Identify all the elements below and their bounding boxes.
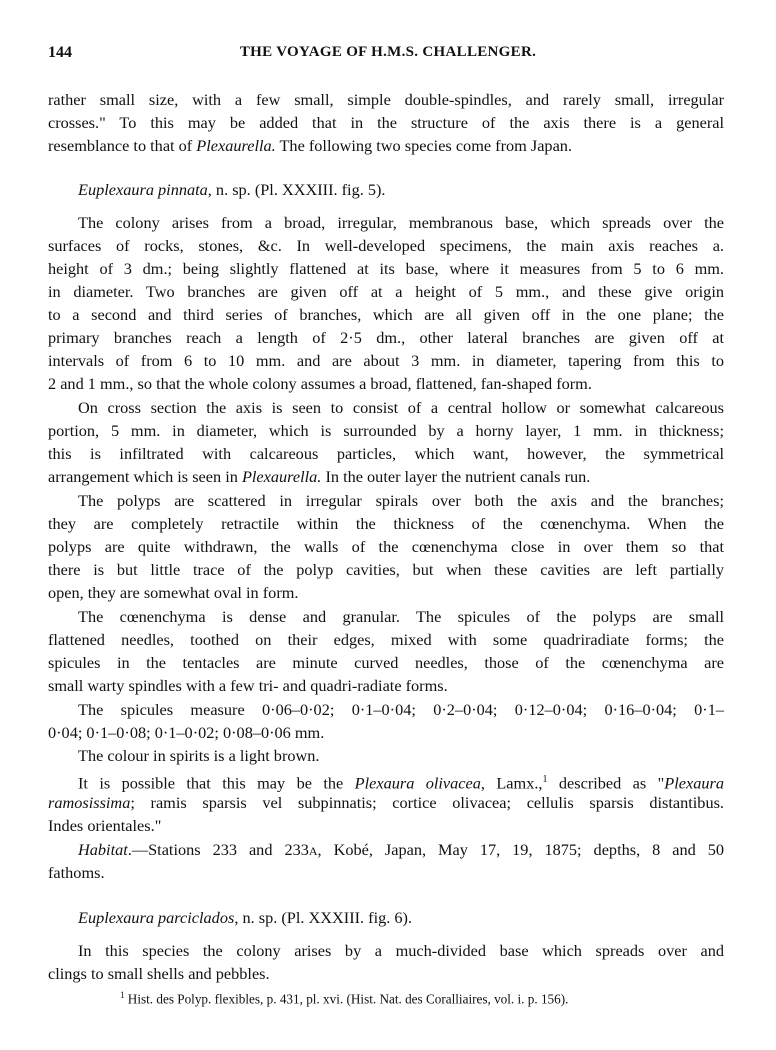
- text-segment: It is possible that this may be the: [78, 773, 355, 793]
- text-line: [48, 136, 724, 156]
- text-line: [48, 444, 724, 464]
- text-segment: , n. sp. (Pl. XXXIII. fig. 5).: [207, 180, 386, 199]
- text-segment: open, they are somewhat oval in form.: [48, 583, 299, 602]
- text-line: [48, 630, 724, 650]
- text-segment: small warty spindles with a few tri- and quadri-radiate forms.: [48, 676, 448, 695]
- text-line: [78, 840, 724, 861]
- text-segment: in diameter. Two branches are given off at a height of 5 mm., and these give origin: [48, 282, 724, 301]
- text-segment: , Lamx.,: [480, 773, 543, 793]
- text-segment: The colony arises from a broad, irregular, membranous base, which spreads over the: [78, 213, 724, 232]
- text-segment: intervals of from 6 to 10 mm. and are about 3 mm. in diameter, tapering from this to: [48, 351, 724, 370]
- text-segment: Indes orientales.": [48, 816, 162, 835]
- text-segment: ; ramis sparsis vel subpinnatis; cortice olivacea; cellulis sparsis distantibus.: [130, 793, 724, 812]
- text-line: [48, 816, 724, 836]
- footnote-marker: 1: [120, 990, 125, 1000]
- text-segment: A: [308, 844, 318, 858]
- species-heading: [78, 180, 386, 200]
- text-line: [48, 676, 724, 696]
- text-segment: they are completely retractile within the thickness of the cœnenchyma. When the: [48, 514, 724, 533]
- text-segment: The spicules measure 0·06–0·02; 0·1–0·04; 0·2–0·04; 0·12–0·04; 0·16–0·04; 0·1–: [78, 700, 724, 719]
- text-segment: clings to small shells and pebbles.: [48, 964, 270, 983]
- text-line: [48, 467, 724, 487]
- text-segment: The polyps are scattered in irregular spirals over both the axis and the branches;: [78, 491, 724, 510]
- text-line: [48, 374, 724, 394]
- italic-text: Euplexaura parciclados: [78, 908, 235, 927]
- text-segment: The following two species come from Japan.: [275, 136, 573, 155]
- text-line: [48, 964, 724, 984]
- text-segment: The colour in spirits is a light brown.: [78, 746, 320, 765]
- text-line: [48, 113, 724, 133]
- text-line: [48, 583, 724, 603]
- text-line: [48, 90, 724, 110]
- italic-text: Plexaura: [664, 773, 724, 793]
- text-segment: On cross section the axis is seen to consist of a central hollow or somewhat calcareous: [78, 398, 724, 417]
- running-title: THE VOYAGE OF H.M.S. CHALLENGER.: [239, 44, 537, 60]
- text-line: [78, 491, 724, 511]
- footnote-text: Hist. des Polyp. flexibles, p. 431, pl. xvi. (Hist. Nat. des Coralliaires, vol. i. p. 156).: [124, 991, 569, 1007]
- text-line: [48, 259, 724, 279]
- text-line: [78, 746, 724, 766]
- text-line: [78, 700, 724, 720]
- text-line: [48, 723, 724, 743]
- text-segment: flattened needles, toothed on their edges, mixed with some quadriradiate forms; the: [48, 630, 724, 649]
- italic-text: Euplexaura pinnata: [78, 180, 208, 199]
- text-line: [78, 398, 724, 418]
- text-line: [78, 607, 724, 627]
- text-segment: this is infiltrated with calcareous particles, which want, however, the symmetrical: [48, 444, 724, 463]
- text-segment: to a second and third series of branches, which are all given off in the one plane; the: [48, 305, 724, 324]
- text-segment: primary branches reach a length of 2·5 dm., other lateral branches are given off at: [48, 328, 724, 347]
- text-segment: there is but little trace of the polyp cavities, but when these cavities are left partially: [48, 560, 724, 579]
- footnote: [120, 990, 568, 1007]
- text-segment: In this species the colony arises by a much-divided base which spreads over and: [78, 941, 724, 960]
- italic-text: Habitat: [78, 840, 128, 859]
- text-line: [48, 537, 724, 557]
- text-line: [78, 941, 724, 961]
- text-segment: 0·04; 0·1–0·08; 0·1–0·02; 0·08–0·06 mm.: [48, 723, 325, 742]
- text-line: [48, 236, 724, 256]
- text-segment: .—Stations 233 and 233: [127, 840, 309, 859]
- text-segment: In the outer layer the nutrient canals run.: [321, 467, 591, 486]
- text-line: [48, 305, 724, 325]
- text-segment: spicules in the tentacles are minute curved needles, those of the cœnenchyma are: [48, 653, 724, 672]
- text-segment: polyps are quite withdrawn, the walls of the cœnenchyma close in over them so that: [48, 537, 724, 556]
- text-segment: , n. sp. (Pl. XXXIII. fig. 6).: [234, 908, 413, 927]
- footnote-ref: 1: [542, 774, 548, 785]
- text-line: [78, 213, 724, 233]
- text-line: [48, 793, 724, 813]
- text-line: [48, 560, 724, 580]
- text-segment: portion, 5 mm. in diameter, which is surrounded by a horny layer, 1 mm. in thickness;: [48, 421, 724, 440]
- text-line: [48, 351, 724, 371]
- text-segment: fathoms.: [48, 863, 105, 882]
- text-segment: crosses." To this may be added that in the structure of the axis there is a general: [48, 113, 724, 132]
- text-line: [48, 863, 724, 883]
- text-segment: The cœnenchyma is dense and granular. The spicules of the polyps are small: [78, 607, 724, 626]
- italic-text: Plexaura olivacea: [354, 773, 481, 793]
- page-number: 144: [48, 44, 72, 61]
- text-segment: , Kobé, Japan, May 17, 19, 1875; depths, 8 and 50: [317, 840, 724, 859]
- italic-text: Plexaurella.: [241, 467, 322, 486]
- text-segment: height of 3 dm.; being slightly flattened at its base, where it measures from 5 to 6 mm.: [48, 259, 724, 278]
- text-segment: rather small size, with a few small, simple double-spindles, and rarely small, irregular: [48, 90, 724, 109]
- species-heading: [78, 908, 412, 928]
- text-segment: 2 and 1 mm., so that the whole colony assumes a broad, flattened, fan-shaped form.: [48, 374, 592, 393]
- text-segment: surfaces of rocks, stones, &c. In well-developed specimens, the main axis reaches a.: [48, 236, 724, 255]
- text-line: [48, 282, 724, 302]
- text-segment: arrangement which is seen in: [48, 467, 242, 486]
- italic-text: Plexaurella.: [196, 136, 276, 155]
- text-segment: described as ": [547, 773, 665, 793]
- text-line: [78, 770, 724, 793]
- text-segment: resemblance to that of: [48, 136, 197, 155]
- text-line: [48, 514, 724, 534]
- italic-text: ramosissima: [48, 793, 131, 812]
- text-line: [48, 653, 724, 673]
- text-line: [48, 421, 724, 441]
- text-line: [48, 328, 724, 348]
